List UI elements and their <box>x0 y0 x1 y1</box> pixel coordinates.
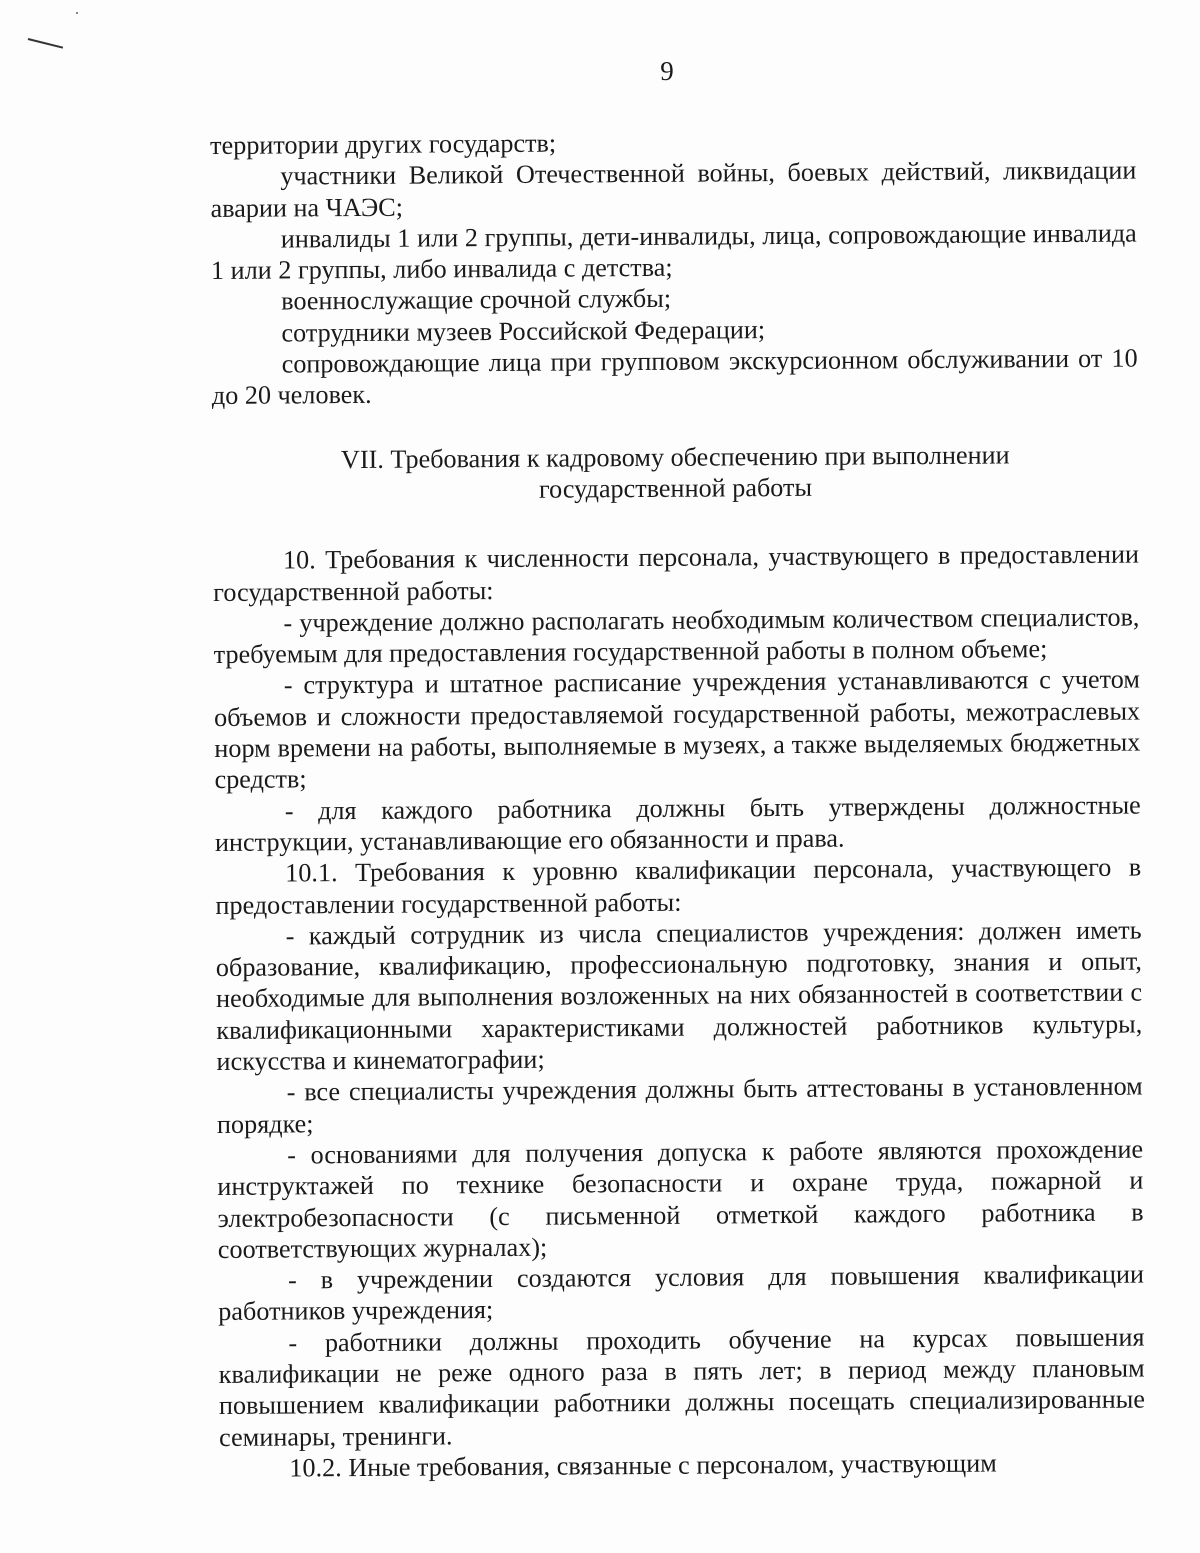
section-heading: VII. Требования к кадровому обеспечению при выполнении государственной работы <box>340 440 1010 504</box>
paragraph: - каждый сотрудник из числа специалистов учреждения: должен иметь образование, квалификацию, профессиональную подготовку, знания и опыт, необходимые для выполнения возложенных на них обязанностей в соответствии с квалификационными характеристиками должностей работников культуры, искусства и кинематографии; <box>215 915 1143 1076</box>
scan-artifact-stroke <box>28 38 63 49</box>
document-body <box>210 124 1145 1485</box>
paragraph: - учреждение должно располагать необходимым количеством специалистов, требуемым для предоставления государственной работы в полном объеме; <box>213 602 1140 670</box>
paragraph: - структура и штатное расписание учреждения устанавливаются с учетом объемов и сложности предоставляемой государственной работы, межотраслевых норм времени на работы, выполняемые в музеях, а также выделяемых бюджетных средств; <box>213 664 1141 795</box>
paragraph: военнослужащие срочной службы; <box>281 284 672 316</box>
paragraph: - основаниями для получения допуска к работе являются прохождение инструктажей по технике безопасности и охране труда, пожарной и электробезопасности (с письменной отметкой каждого работника в соответствующих журналах); <box>217 1134 1144 1264</box>
paragraph: - в учреждении создаются условия для повышения квалификации работников учреждения; <box>218 1259 1145 1327</box>
paragraph: сопровождающие лица при групповом экскурсионном обслуживании от 10 до 20 человек. <box>211 343 1138 411</box>
page-number: 9 <box>660 56 674 86</box>
paragraph: 10.2. Иные требования, связанные с персоналом, участвующим <box>289 1448 997 1483</box>
paragraph: сотрудники музеев Российской Федерации; <box>281 314 766 348</box>
paragraph: - для каждого работника должны быть утверждены должностные инструкции, устанавливающие его обязанности и права. <box>214 790 1141 857</box>
paragraph: территории других государств; <box>210 128 557 160</box>
spacer <box>213 501 1139 545</box>
paragraph: 10.1. Требования к уровню квалификации персонала, участвующего в предоставлении государственной работы: <box>215 852 1142 920</box>
scan-artifact-dot <box>76 12 78 14</box>
paragraph: 10. Требования к численности персонала, участвующего в предоставлении государственной работы: <box>213 539 1140 607</box>
paragraph: - работники должны проходить обучение на курсах повышения квалификации не реже одного раза в пять лет; в период между плановым повышением квалификации работники должны посещать специализированные семинары, тренинги. <box>218 1322 1145 1452</box>
paragraph: - все специалисты учреждения должны быть аттестованы в установленном порядке; <box>216 1071 1143 1139</box>
paragraph: инвалиды 1 или 2 группы, дети-инвалиды, лица, сопровождающие инвалида 1 или 2 группы, либо инвалида с детства; <box>210 218 1137 286</box>
paragraph: участники Великой Отечественной войны, боевых действий, ликвидации аварии на ЧАЭС; <box>210 155 1137 223</box>
